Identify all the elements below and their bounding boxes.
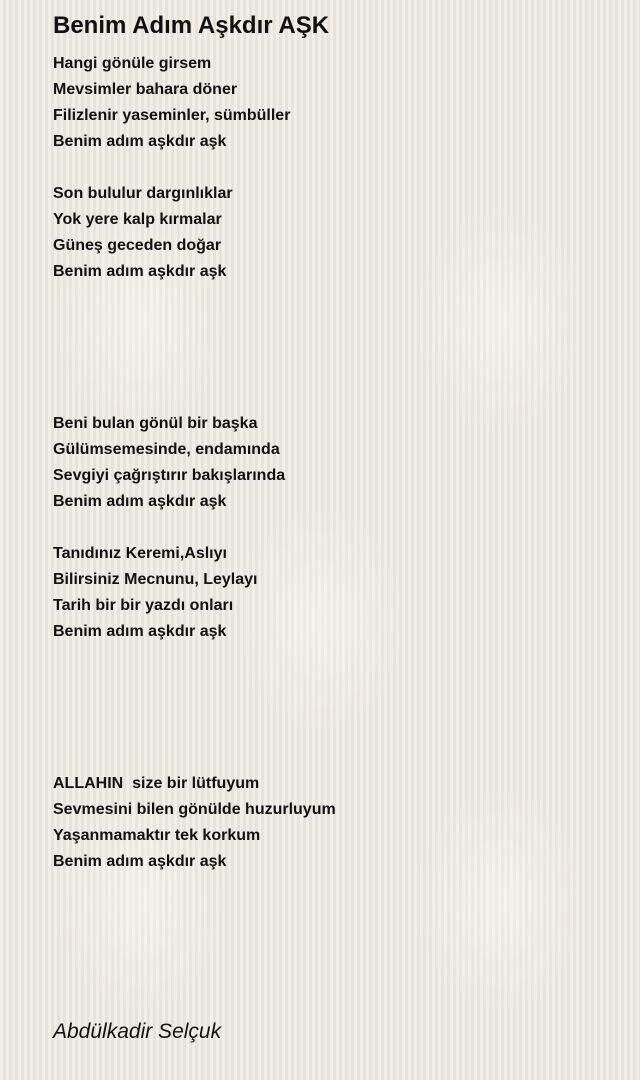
poem-line: Bilirsiniz Mecnunu, Leylayı <box>53 571 258 588</box>
stanza-1 <box>53 51 290 155</box>
poem-author: Abdülkadir Selçuk <box>53 1020 222 1043</box>
poem-line: Son bululur dargınlıklar <box>53 185 233 202</box>
poem-line: Benim adım aşkdır aşk <box>53 493 227 510</box>
poem-line: Benim adım aşkdır aşk <box>53 133 227 150</box>
poem-line: Yaşanmamaktır tek korkum <box>53 827 261 844</box>
poem-line: Güneş geceden doğar <box>53 237 222 254</box>
poem-line: Sevmesini bilen gönülde huzurluyum <box>53 801 336 818</box>
poem-line: Hangi gönüle girsem <box>53 55 212 72</box>
poem-line: Benim adım aşkdır aşk <box>53 263 227 280</box>
poem-line: Sevgiyi çağrıştırır bakışlarında <box>53 467 286 484</box>
stanza-5 <box>53 771 336 875</box>
poem-line: Beni bulan gönül bir başka <box>53 415 258 432</box>
stanza-3 <box>53 411 285 515</box>
poem-line: Benim adım aşkdır aşk <box>53 623 227 640</box>
poem-line: ALLAHIN size bir lütfuyum <box>53 775 260 792</box>
poem-title: Benim Adım Aşkdır AŞK <box>53 12 330 39</box>
poem-line: Tarih bir bir yazdı onları <box>53 597 234 614</box>
poem-line: Tanıdınız Keremi,Aslıyı <box>53 545 227 562</box>
stanza-4 <box>53 541 258 645</box>
poem-line: Mevsimler bahara döner <box>53 81 238 98</box>
poem-line: Yok yere kalp kırmalar <box>53 211 222 228</box>
poem-page <box>53 0 613 1080</box>
poem-line: Gülümsemesinde, endamında <box>53 441 280 458</box>
stanza-2 <box>53 181 233 285</box>
poem-line: Filizlenir yaseminler, sümbüller <box>53 107 291 124</box>
poem-line: Benim adım aşkdır aşk <box>53 853 227 870</box>
